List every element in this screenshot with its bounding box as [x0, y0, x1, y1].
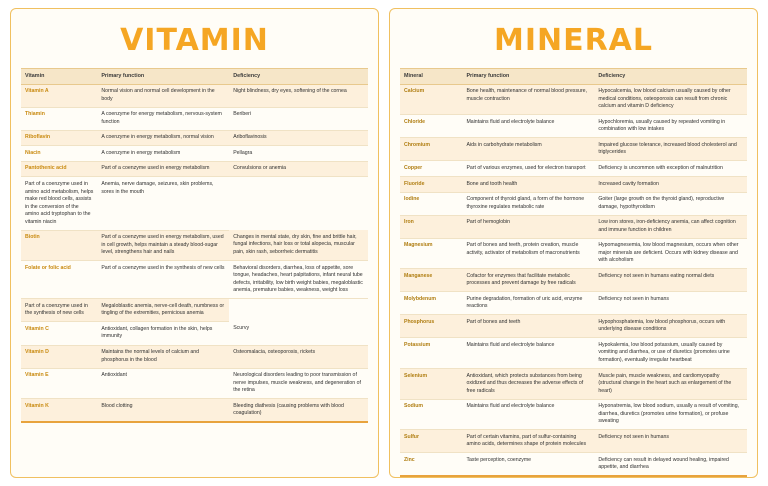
table-row	[400, 115, 747, 138]
table-row	[400, 430, 747, 453]
row-deficiency: Osteomalacia, osteoporosis, rickets	[229, 345, 368, 368]
row-name: Copper	[400, 161, 462, 177]
row-name: Thiamin	[21, 107, 97, 130]
row-primary-function: Part of hemoglobin	[462, 215, 594, 238]
row-primary-function: Bone and tooth health	[462, 177, 594, 193]
table-row	[400, 399, 747, 430]
table-row	[400, 84, 747, 115]
table-row	[21, 399, 368, 423]
row-name: Iodine	[400, 192, 462, 215]
row-primary-function: Aids in carbohydrate metabolism	[462, 138, 594, 161]
row-name: Iron	[400, 215, 462, 238]
row-deficiency: Convulsions or anemia	[229, 161, 368, 177]
row-primary-function: Part of bones and teeth, protein creation, muscle activity, activator of metabolism of macronutrients	[462, 238, 594, 269]
table-row	[21, 84, 368, 107]
row-name: Chromium	[400, 138, 462, 161]
row-deficiency: Hypophosphatemia, low blood phosphorus, occurs with underlying disease conditions	[594, 315, 747, 338]
row-primary-function: Maintains the normal levels of calcium and phosphorus in the blood	[97, 345, 229, 368]
mineral-panel	[389, 8, 758, 478]
row-name: Fluoride	[400, 177, 462, 193]
row-name: Manganese	[400, 269, 462, 292]
row-deficiency: Deficiency not seen in humans	[594, 292, 747, 315]
row-primary-function: Part of a coenzyme used in amino acid metabolism, helps make red blood cells, assists in the conversion of the amino acid tryptophan to the vitamin niacin	[21, 177, 97, 230]
row-name: Sodium	[400, 399, 462, 430]
row-deficiency: Hypomagnesemia, low blood magnesium, occurs when other major minerals are deficient. Occurs with kidney disease and with alcoholism	[594, 238, 747, 269]
row-primary-function: Maintains fluid and electrolyte balance	[462, 115, 594, 138]
vitamin-table	[21, 68, 368, 423]
row-name: Potassium	[400, 338, 462, 369]
row-name: Molybdenum	[400, 292, 462, 315]
row-primary-function: Taste perception, coenzyme	[462, 453, 594, 477]
row-name: Riboflavin	[21, 130, 97, 146]
row-name: Biotin	[21, 230, 97, 261]
table-row	[21, 130, 368, 146]
row-primary-function: Part of various enzymes, used for electron transport	[462, 161, 594, 177]
row-deficiency: Goiter (large growth on the thyroid gland), reproductive damage, hypothyroidism	[594, 192, 747, 215]
row-primary-function: Purine degradation, formation of uric acid, enzyme reactions	[462, 292, 594, 315]
row-primary-function: Antioxidant, which protects substances from being oxidized and thus decreases the adverse effects of free radicals	[462, 369, 594, 400]
column-header-mineral: Mineral	[400, 69, 462, 85]
row-primary-function: Maintains fluid and electrolyte balance	[462, 338, 594, 369]
row-primary-function: Maintains fluid and electrolyte balance	[462, 399, 594, 430]
row-name: Magnesium	[400, 238, 462, 269]
row-deficiency: Hypokalemia, low blood potassium, usually caused by vomiting and diarrhea, or use of diuretics (promotes urine formation), eventually irregular heartbeat	[594, 338, 747, 369]
table-row	[21, 322, 368, 345]
row-deficiency: Pellagra	[229, 146, 368, 162]
table-row	[400, 453, 747, 477]
row-deficiency: Ariboflavinosis	[229, 130, 368, 146]
row-deficiency: Impaired glucose tolerance, increased blood cholesterol and triglycerides	[594, 138, 747, 161]
row-deficiency: Megaloblastic anemia, nerve-cell death, numbness or tingling of the extremities, pernicious anemia	[97, 299, 229, 322]
column-header-deficiency: Deficiency	[229, 69, 368, 85]
row-deficiency: Deficiency not seen in humans eating normal diets	[594, 269, 747, 292]
mineral-table	[400, 68, 747, 477]
table-row	[400, 238, 747, 269]
table-header-row	[400, 69, 747, 85]
row-deficiency: Neurological disorders leading to poor transmission of nerve impulses, muscle weakness, and degeneration of the retina	[229, 368, 368, 399]
table-header-row	[21, 69, 368, 85]
column-header-function: Primary function	[97, 69, 229, 85]
row-deficiency: Scurvy	[229, 322, 368, 345]
column-header-deficiency: Deficiency	[594, 69, 747, 85]
row-name: Zinc	[400, 453, 462, 477]
mineral-table-body	[400, 84, 747, 476]
row-primary-function: Blood clotting	[97, 399, 229, 423]
row-primary-function: A coenzyme in energy metabolism	[97, 146, 229, 162]
row-primary-function: Antioxidant, collagen formation in the skin, helps immunity	[97, 322, 229, 345]
vitamin-table-body	[21, 84, 368, 422]
row-deficiency: Anemia, nerve damage, seizures, skin problems, sores in the mouth	[97, 177, 229, 230]
row-deficiency: Deficiency not seen in humans	[594, 430, 747, 453]
table-row	[21, 261, 368, 299]
row-primary-function: Part of bones and teeth	[462, 315, 594, 338]
table-row	[21, 161, 368, 177]
row-deficiency: Night blindness, dry eyes, softening of the cornea	[229, 84, 368, 107]
page-title-vitamin: VITAMIN	[120, 23, 269, 58]
row-name: Sulfur	[400, 430, 462, 453]
table-row	[21, 345, 368, 368]
table-row	[400, 369, 747, 400]
row-deficiency: Deficiency can result in delayed wound healing, impaired appetite, and diarrhea	[594, 453, 747, 477]
row-primary-function: Antioxidant	[97, 368, 229, 399]
table-row	[400, 315, 747, 338]
table-row	[400, 292, 747, 315]
row-primary-function: Part of a coenzyme used in the synthesis of new cells	[21, 299, 97, 322]
table-row	[21, 230, 368, 261]
row-deficiency: Beriberi	[229, 107, 368, 130]
row-primary-function: Component of thyroid gland, a form of the hormone thyroxine regulates metabolic rate	[462, 192, 594, 215]
row-primary-function: Bone health, maintenance of normal blood pressure, muscle contraction	[462, 84, 594, 115]
table-row	[21, 107, 368, 130]
row-deficiency: Behavioral disorders, diarrhea, loss of appetite, sore tongue, headaches, heart palpitations, infant neural tube defects, irritability, low birth weight babies, megaloblastic anemia, premature babies, weakness, weight loss	[229, 261, 368, 299]
column-header-function: Primary function	[462, 69, 594, 85]
row-deficiency: Muscle pain, muscle weakness, and cardiomyopathy (structural change in the heart such as enlargement of the heart)	[594, 369, 747, 400]
row-primary-function: A coenzyme for energy metabolism, nervous-system function	[97, 107, 229, 130]
row-deficiency: Hypocalcemia, low blood calcium usually caused by other medical conditions, osteoporosis can result from chronic calcium and vitamin D deficiency	[594, 84, 747, 115]
row-name: Niacin	[21, 146, 97, 162]
table-row	[21, 177, 368, 230]
row-deficiency: Increased cavity formation	[594, 177, 747, 193]
row-primary-function: Cofactor for enzymes that facilitate metabolic processes and prevent damage by free radicals	[462, 269, 594, 292]
row-deficiency: Hypochloremia, usually caused by repeated vomiting in combination with low intakes	[594, 115, 747, 138]
row-primary-function: Part of certain vitamins, part of sulfur-containing amino acids, determines shape of protein molecules	[462, 430, 594, 453]
row-name: Phosphorus	[400, 315, 462, 338]
table-row	[21, 146, 368, 162]
column-header-vitamin: Vitamin	[21, 69, 97, 85]
row-deficiency: Low iron stores, iron-deficiency anemia, can affect cognition and immune function in children	[594, 215, 747, 238]
row-primary-function: Part of a coenzyme used in energy metabolism, used in cell growth, helps maintain a steady blood-sugar level, strengthens hair and nails	[97, 230, 229, 261]
row-name: Selenium	[400, 369, 462, 400]
row-name: Vitamin C	[21, 322, 97, 345]
row-name: Calcium	[400, 84, 462, 115]
row-deficiency: Bleeding diathesis (causing problems with blood coagulation)	[229, 399, 368, 423]
table-row	[400, 338, 747, 369]
row-primary-function: Normal vision and normal cell development in the body	[97, 84, 229, 107]
table-row	[400, 215, 747, 238]
vitamin-panel	[10, 8, 379, 478]
table-row	[400, 177, 747, 193]
row-name: Vitamin A	[21, 84, 97, 107]
table-row	[400, 269, 747, 292]
row-deficiency: Deficiency is uncommon with exception of malnutrition	[594, 161, 747, 177]
row-primary-function: Part of a coenzyme used in the synthesis of new cells	[97, 261, 229, 299]
row-name: Chloride	[400, 115, 462, 138]
row-deficiency: Changes in mental state, dry skin, fine and brittle hair, fungal infections, hair loss or total alopecia, muscular pain, skin rash, seborrheic dermatitis	[229, 230, 368, 261]
row-name: Vitamin K	[21, 399, 97, 423]
row-primary-function: A coenzyme in energy metabolism, normal vision	[97, 130, 229, 146]
row-name: Folate or folic acid	[21, 261, 97, 299]
row-name: Pantothenic acid	[21, 161, 97, 177]
table-row	[21, 368, 368, 399]
row-name: Vitamin E	[21, 368, 97, 399]
table-row	[400, 161, 747, 177]
page-title-mineral: MINERAL	[493, 23, 654, 58]
table-row	[400, 138, 747, 161]
row-deficiency: Hyponatremia, low blood sodium, usually a result of vomiting, diarrhea, diuretics (promotes urine formation), or profuse sweating	[594, 399, 747, 430]
table-row	[400, 192, 747, 215]
table-row	[21, 299, 368, 322]
row-name: Vitamin D	[21, 345, 97, 368]
row-primary-function: Part of a coenzyme used in energy metabolism	[97, 161, 229, 177]
